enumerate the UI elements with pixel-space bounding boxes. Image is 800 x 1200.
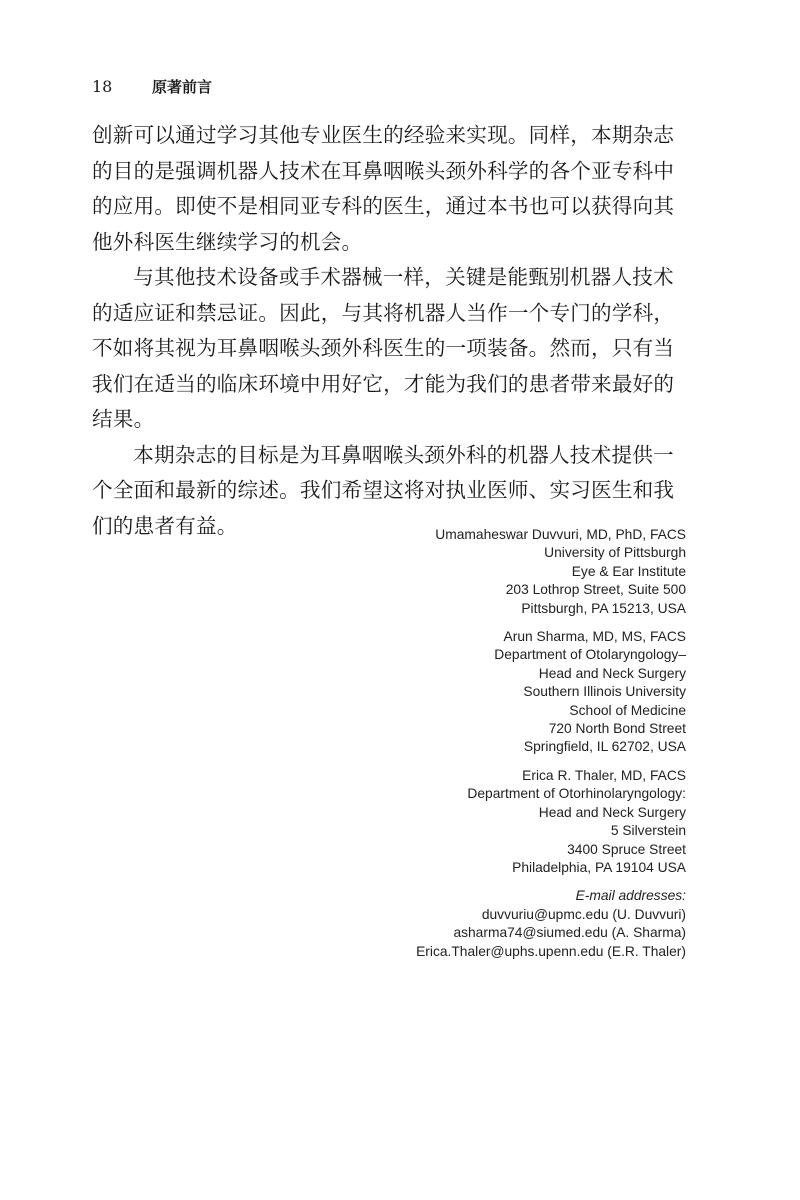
section-title: 原著前言	[152, 78, 213, 96]
affiliation-line: Eye & Ear Institute	[571, 563, 686, 579]
address-line: Springfield, IL 62702, USA	[523, 739, 686, 755]
email-line: duvvuriu@upmc.edu (U. Duvvuri)	[481, 906, 686, 922]
author-block-duvvuri	[416, 526, 686, 618]
paragraph: 创新可以通过学习其他专业医生的经验来实现。同样，本期杂志的目的是强调机器人技术在耳鼻咽喉头颈外科学的各个亚专科中的应用。即使不是相同亚专科的医生，通过本书也可以获得向其他外科医生继续学习的机会。	[92, 123, 675, 254]
email-line: Erica.Thaler@uphs.upenn.edu (E.R. Thaler)	[416, 943, 686, 959]
affiliation-line: Department of Otorhinolaryngology:	[467, 786, 686, 802]
affiliation-line: University of Pittsburgh	[544, 545, 686, 561]
author-signatures	[416, 526, 686, 971]
author-block-sharma	[416, 628, 686, 757]
address-line: Pittsburgh, PA 15213, USA	[521, 600, 686, 616]
author-name: Erica R. Thaler, MD, FACS	[522, 767, 686, 783]
email-line: asharma74@siumed.edu (A. Sharma)	[453, 925, 686, 941]
affiliation-line: Head and Neck Surgery	[538, 804, 686, 820]
paragraph: 与其他技术设备或手术器械一样，关键是能甄别机器人技术的适应证和禁忌证。因此，与其将机器人当作一个专门的学科，不如将其视为耳鼻咽喉头颈外科医生的一项装备。然而，只有当我们在适当的临床环境中用好它，才能为我们的患者带来最好的结果。	[92, 265, 675, 431]
paragraph: 本期杂志的目标是为耳鼻咽喉头颈外科的机器人技术提供一个全面和最新的综述。我们希望这将对执业医师、实习医生和我们的患者有益。	[92, 442, 675, 538]
email-heading: E-mail addresses:	[575, 888, 686, 904]
author-name: Arun Sharma, MD, MS, FACS	[503, 629, 686, 645]
address-line: 5 Silverstein	[610, 823, 686, 839]
affiliation-line: Department of Otolaryngology–	[494, 647, 686, 663]
affiliation-line: Head and Neck Surgery	[538, 665, 686, 681]
affiliation-line: Southern Illinois University	[523, 684, 686, 700]
address-line: Philadelphia, PA 19104 USA	[512, 859, 686, 875]
address-line: 203 Lothrop Street, Suite 500	[505, 582, 686, 598]
address-line: 720 North Bond Street	[548, 721, 686, 737]
address-line: 3400 Spruce Street	[567, 841, 686, 857]
running-header	[92, 76, 212, 97]
page-number: 18	[92, 77, 113, 96]
author-name: Umamaheswar Duvvuri, MD, PhD, FACS	[435, 527, 686, 542]
preface-body	[92, 118, 692, 544]
author-block-thaler	[416, 767, 686, 877]
email-block	[416, 887, 686, 961]
affiliation-line: School of Medicine	[569, 702, 686, 718]
